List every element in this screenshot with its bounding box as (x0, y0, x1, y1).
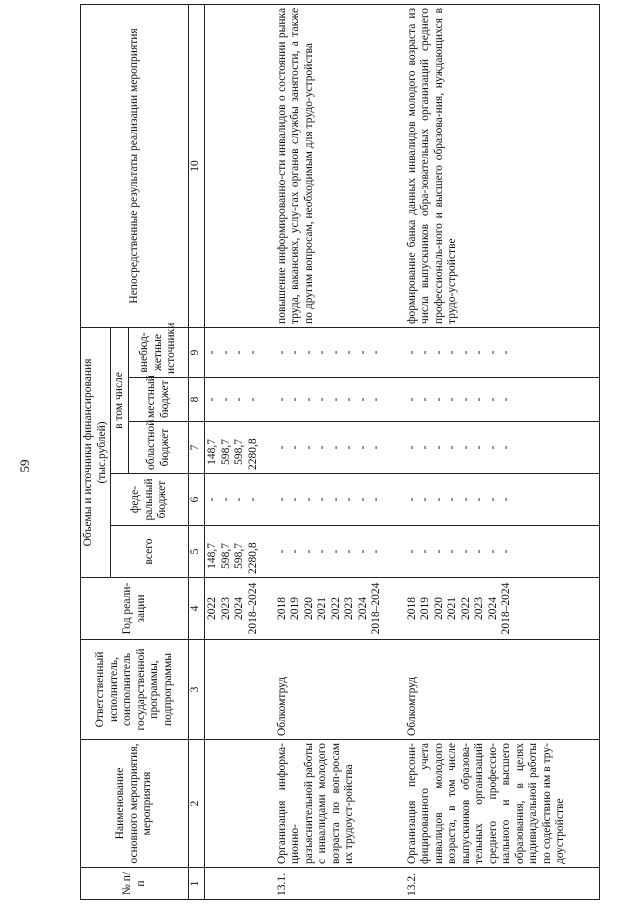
year: 2018–2024 (246, 582, 259, 635)
year: 2018 (405, 597, 418, 620)
header-total: всего (111, 526, 189, 578)
colnum: 9 (189, 327, 205, 377)
value-dash: - (459, 350, 472, 355)
value-dash: - (329, 549, 342, 554)
year: 2019 (419, 597, 431, 620)
value-dash: - (419, 350, 431, 355)
value-dash: - (486, 549, 499, 554)
colnum: 2 (189, 740, 205, 868)
value-dash: - (289, 445, 301, 450)
value-dash: - (329, 445, 342, 450)
year: 2022 (206, 597, 218, 620)
result-text: повышение информированно-сти инвалидов о состоянии рынка труда, вакансиях, услу-гах органов службы занятости, а также по другим вопросам, необходимым для трудо-устройства (275, 4, 405, 327)
header-local: местный бюджет (129, 378, 189, 422)
value-dash: - (486, 497, 499, 502)
value-federal: - (246, 497, 259, 502)
header-executor: Ответственный исполнитель, соисполнитель государственной программы, подпрограммы (81, 640, 189, 740)
result-text: формирование банка данных инвалидов молодого возраста из числа выпускников обра-зовательных организаций среднего профессиональ-ного и высшего образова-ния, нуждающихся в трудо-устройстве (405, 4, 600, 327)
value-dash: - (275, 445, 288, 450)
value-dash: - (459, 497, 472, 502)
value-dash: - (329, 397, 342, 402)
value-dash: - (486, 397, 499, 402)
value-dash: - (370, 397, 382, 402)
value-total: 148,7 (206, 543, 218, 569)
value-local: - (206, 397, 218, 402)
value-dash: - (459, 445, 472, 450)
value-dash: - (459, 397, 472, 402)
value-total: 598,7 (219, 543, 232, 569)
value-dash: - (329, 350, 342, 355)
colnum: 7 (189, 422, 205, 474)
landscape-sheet (80, 5, 640, 900)
value-dash: - (302, 445, 315, 450)
row-number: 13.1. (275, 868, 405, 900)
value-dash: - (302, 497, 315, 502)
value-regional: 148,7 (206, 439, 218, 465)
value-dash: - (500, 445, 512, 450)
value-dash: - (370, 445, 382, 450)
year: 2020 (302, 597, 315, 620)
header-incl: в том числе (111, 327, 129, 473)
value-dash: - (370, 350, 382, 355)
program-table (80, 4, 600, 900)
value-local: - (246, 397, 259, 402)
value-dash: - (500, 549, 512, 554)
value-extra: - (246, 350, 259, 355)
colnum: 8 (189, 378, 205, 422)
measure-name: Организация информа-ционно-разъяснительной работы с инвалидами молодого возраста по воп-росам их трудоуст-ройства (275, 740, 405, 868)
value-dash: - (289, 350, 301, 355)
value-dash: - (275, 397, 288, 402)
value-dash: - (432, 445, 445, 450)
value-dash: - (275, 549, 288, 554)
value-dash: - (316, 397, 328, 402)
value-dash: - (432, 549, 445, 554)
year: 2018–2024 (500, 582, 512, 635)
value-dash: - (432, 497, 445, 502)
value-dash: - (405, 445, 418, 450)
value-dash: - (446, 445, 458, 450)
value-dash: - (446, 397, 458, 402)
table-row (275, 4, 405, 899)
value-dash: - (343, 350, 355, 355)
value-dash: - (500, 350, 512, 355)
value-federal: - (219, 497, 232, 502)
year: 2023 (343, 597, 355, 620)
header-name: Наименование основного мероприятия, мероприятия (81, 740, 189, 868)
value-dash: - (343, 397, 355, 402)
value-dash: - (459, 549, 472, 554)
value-local: - (219, 397, 232, 402)
colnum: 6 (189, 474, 205, 526)
measure-name: Организация персони-фицированного учета инвалидов молодого возраста, в том числе выпускников образова-тельных организаций среднего профессио-нального и высшего образования, в целях индивидуальной работы по содействию им в тру-доустройстве (405, 740, 600, 868)
value-dash: - (419, 397, 431, 402)
value-dash: - (289, 397, 301, 402)
value-dash: - (343, 549, 355, 554)
value-total: 598,7 (233, 543, 245, 569)
year: 2022 (329, 597, 342, 620)
header-extra: внебюд-жетные источники (129, 327, 189, 377)
value-dash: - (486, 350, 499, 355)
value-dash: - (419, 497, 431, 502)
header-regional: областной бюджет (129, 422, 189, 474)
value-dash: - (419, 445, 431, 450)
executor: Облкомтруд (405, 640, 600, 740)
value-dash: - (329, 497, 342, 502)
value-dash: - (473, 350, 485, 355)
header-results: Непосредственные результаты реализации мероприятия (81, 4, 189, 327)
value-dash: - (356, 397, 369, 402)
value-federal: - (233, 497, 245, 502)
year: 2023 (473, 597, 485, 620)
value-dash: - (343, 497, 355, 502)
value-dash: - (343, 445, 355, 450)
value-dash: - (302, 549, 315, 554)
value-dash: - (275, 350, 288, 355)
colnum: 10 (189, 4, 205, 327)
value-dash: - (356, 445, 369, 450)
table-row (405, 4, 600, 899)
value-dash: - (473, 497, 485, 502)
year: 2022 (459, 597, 472, 620)
colnum: 5 (189, 526, 205, 578)
column-number-row (189, 4, 205, 899)
year: 2018–2024 (370, 582, 382, 635)
value-dash: - (302, 397, 315, 402)
header-finance: Объемы и источники финансирования (тыс.рублей) (81, 327, 111, 577)
value-dash: - (432, 350, 445, 355)
year: 2018 (275, 597, 288, 620)
value-dash: - (275, 497, 288, 502)
value-dash: - (370, 549, 382, 554)
year: 2021 (316, 597, 328, 620)
value-dash: - (316, 549, 328, 554)
value-dash: - (316, 497, 328, 502)
executor: Облкомтруд (275, 640, 405, 740)
value-dash: - (500, 397, 512, 402)
colnum: 1 (189, 868, 205, 900)
value-dash: - (302, 350, 315, 355)
value-dash: - (446, 497, 458, 502)
value-regional: 598,7 (233, 439, 245, 465)
value-dash: - (446, 350, 458, 355)
value-regional: 2280,8 (246, 438, 259, 470)
value-dash: - (432, 397, 445, 402)
value-federal: - (206, 497, 218, 502)
value-extra: - (219, 350, 232, 355)
value-dash: - (289, 549, 301, 554)
value-dash: - (289, 497, 301, 502)
header-num: № п/п (81, 868, 189, 900)
colnum: 3 (189, 640, 205, 740)
year: 2024 (356, 597, 369, 620)
year: 2023 (219, 597, 232, 620)
value-dash: - (356, 549, 369, 554)
year: 2020 (432, 597, 445, 620)
table-row (205, 4, 275, 899)
value-extra: - (206, 350, 218, 355)
value-dash: - (405, 397, 418, 402)
value-local: - (233, 397, 245, 402)
page-number: 59 (17, 459, 32, 473)
year: 2024 (486, 597, 499, 620)
value-dash: - (316, 445, 328, 450)
value-dash: - (446, 549, 458, 554)
value-dash: - (419, 549, 431, 554)
value-dash: - (316, 350, 328, 355)
value-dash: - (405, 350, 418, 355)
row-number: 13.2. (405, 868, 600, 900)
value-extra: - (233, 350, 245, 355)
value-dash: - (473, 445, 485, 450)
value-dash: - (370, 497, 382, 502)
year: 2021 (446, 597, 458, 620)
header-federal: феде-ральный бюджет (111, 474, 189, 526)
value-dash: - (486, 445, 499, 450)
colnum: 4 (189, 578, 205, 640)
year: 2019 (289, 597, 301, 620)
value-dash: - (405, 549, 418, 554)
header-year: Год реали-зации (81, 578, 189, 640)
value-dash: - (473, 549, 485, 554)
value-total: 2280,8 (246, 542, 259, 574)
year: 2024 (233, 597, 245, 620)
value-dash: - (500, 497, 512, 502)
value-dash: - (405, 497, 418, 502)
value-dash: - (356, 350, 369, 355)
value-dash: - (473, 397, 485, 402)
value-dash: - (356, 497, 369, 502)
value-regional: 598,7 (219, 439, 232, 465)
